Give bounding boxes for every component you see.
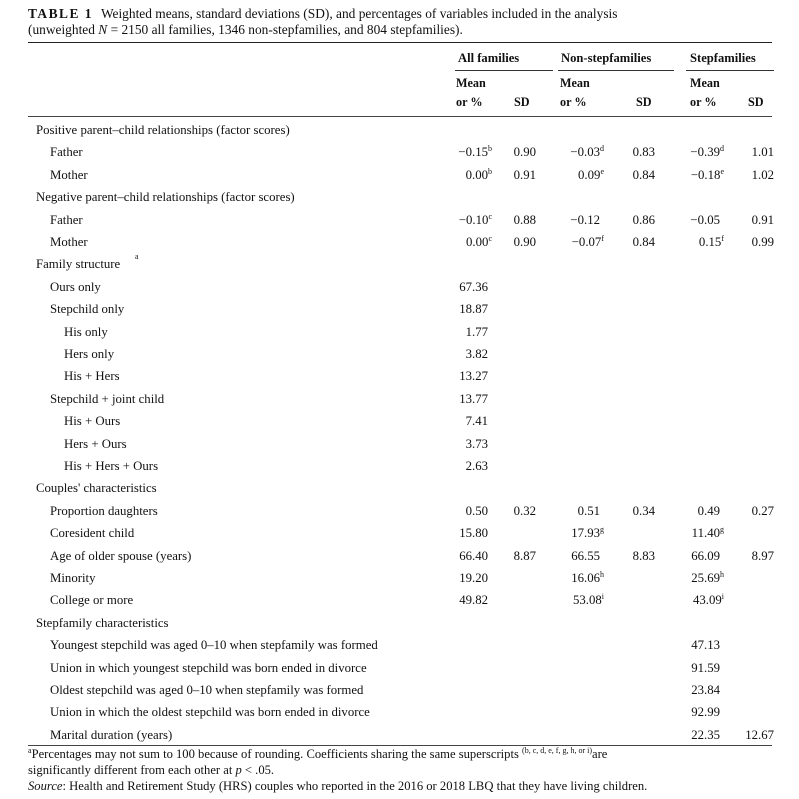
table-row: [0, 389, 799, 411]
cell-value: 11.40: [691, 526, 720, 541]
cell-value: 0.91: [751, 212, 774, 227]
row-label: Father: [50, 145, 83, 160]
cell-value: 1.01: [751, 145, 774, 160]
cell-step-sd: [745, 728, 778, 743]
caption-line-2b: = 2150 all families, 1346 non-stepfamilies, and 804 stepfamilies).: [107, 22, 463, 37]
col-header-mean-text: Mean: [560, 76, 590, 90]
cell-value: 8.83: [632, 548, 655, 563]
cell-superscript: e: [600, 166, 604, 176]
cell-nonstep-sd: [633, 549, 659, 564]
cell-value: 1.77: [465, 324, 488, 339]
cell-value: 22.35: [691, 727, 720, 742]
table-row: [0, 702, 799, 724]
cell-nonstep-sd: [633, 145, 659, 160]
cell-value: 0.99: [751, 235, 774, 249]
col-header-sd-all: SD: [514, 95, 530, 109]
cell-value: 0.90: [513, 145, 536, 160]
col-header-mean-non-step: [560, 74, 590, 112]
row-label: Union in which youngest stepchild was born ended in divorce: [50, 660, 367, 675]
cell-value: 0.49: [697, 503, 720, 518]
cell-step-mean: [690, 213, 724, 228]
col-header-sd-step: SD: [748, 95, 764, 109]
cell-all-mean: [466, 347, 492, 362]
cell-nonstep-sd: [633, 235, 659, 250]
table-row: [0, 366, 799, 388]
col-header-or-pct-text: or %: [690, 95, 717, 109]
cell-value: 0.00: [465, 167, 488, 182]
cell-value: 91.59: [691, 660, 720, 675]
cell-step-sd: [752, 145, 778, 160]
cell-step-mean: [698, 504, 724, 519]
cell-all-mean: [459, 369, 492, 384]
cell-step-mean: [690, 145, 724, 160]
table-row: Family structure a: [36, 252, 139, 272]
note-superscript-list: (b, c, d, e, f, g, h, or i): [522, 746, 593, 755]
cell-value: 13.27: [459, 369, 488, 384]
cell-step-mean: [691, 661, 724, 676]
cell-value: 15.80: [459, 526, 488, 541]
caption-line-2a: (unweighted: [28, 22, 99, 37]
table-row: [0, 411, 799, 433]
cell-value: 0.84: [632, 167, 655, 182]
table-row: [0, 434, 799, 456]
cell-nonstep-mean: [571, 571, 604, 586]
cell-all-sd: [514, 235, 540, 250]
note-text-4: < .05.: [241, 763, 275, 777]
cell-nonstep-mean: [570, 145, 604, 160]
row-label: Oldest stepchild was aged 0–10 when stepfamily was formed: [50, 683, 364, 697]
row-label: Stepfamily characteristics: [36, 615, 169, 630]
cell-value: −0.12: [570, 212, 600, 227]
col-header-mean-step: [690, 74, 720, 112]
cell-nonstep-mean: [571, 549, 604, 564]
cell-all-sd: [514, 213, 540, 228]
table-row: [0, 210, 799, 232]
cell-superscript: b: [488, 166, 492, 176]
cell-value: 1.02: [751, 167, 774, 182]
cell-superscript: b: [488, 144, 492, 154]
cell-value: 2.63: [465, 459, 488, 473]
cell-all-mean: [459, 302, 492, 317]
table-row: [0, 478, 799, 500]
caption-n-symbol: N: [98, 22, 108, 37]
col-header-mean-text: Mean: [690, 76, 720, 90]
cell-value: 16.06: [571, 571, 600, 585]
note-text-2: are: [592, 747, 608, 761]
cell-nonstep-mean: [571, 526, 604, 541]
table-top-rule: [28, 42, 772, 43]
row-label: Age of older spouse (years): [50, 548, 192, 563]
cell-value: −0.39: [690, 145, 720, 160]
cell-value: 43.09: [692, 593, 722, 608]
table-row: [0, 725, 799, 747]
cell-all-mean: [459, 526, 492, 541]
cell-all-mean: [466, 235, 492, 250]
cell-step-mean: [691, 549, 724, 564]
cell-all-mean: [459, 549, 492, 564]
cell-all-mean: [466, 414, 492, 429]
header-bottom-rule: [28, 116, 772, 117]
cell-value: 67.36: [459, 279, 488, 294]
cell-value: −0.05: [690, 212, 720, 227]
cell-superscript: h: [600, 570, 604, 579]
caption-line-1: Weighted means, standard deviations (SD), and percentages of variables included in the analysis: [100, 6, 618, 21]
table-row: [0, 299, 799, 321]
cell-value: 47.13: [691, 638, 720, 653]
note-percentages: [28, 746, 788, 778]
col-header-sd-non-step: SD: [636, 95, 652, 109]
cell-value: 0.84: [632, 235, 655, 249]
cell-value: 13.77: [459, 391, 488, 406]
group-rule-non-stepfamilies: [558, 70, 674, 71]
row-label: Stepchild + joint child: [50, 391, 165, 406]
row-label: His only: [64, 324, 108, 339]
row-label: Positive parent–child relationships (factor scores): [36, 123, 290, 137]
row-label: Negative parent–child relationships (factor scores): [36, 190, 295, 205]
row-label: Stepchild only: [50, 302, 125, 317]
cell-value: 23.84: [691, 683, 720, 697]
table-row: [0, 456, 799, 478]
cell-nonstep-mean: [570, 213, 604, 228]
cell-value: 66.40: [459, 548, 488, 563]
cell-value: 0.90: [513, 235, 536, 249]
cell-step-mean: [691, 638, 724, 653]
col-header-or-pct-text: or %: [456, 95, 483, 109]
cell-all-mean: [466, 504, 492, 519]
row-label: Mother: [50, 235, 88, 249]
cell-superscript: d: [720, 144, 724, 154]
cell-value: 7.41: [465, 414, 488, 429]
note-text-1: Percentages may not sum to 100 because of rounding. Coefficients sharing the same superscripts: [31, 747, 523, 761]
source-label: Source: [28, 779, 63, 793]
cell-all-sd: [514, 168, 540, 183]
table-row: [0, 142, 799, 164]
note-text-3: significantly different from each other at: [28, 763, 236, 777]
table-row: [0, 680, 799, 702]
cell-superscript: d: [600, 144, 604, 154]
cell-step-mean: [691, 728, 724, 743]
col-header-mean-all: [456, 74, 486, 112]
note-marker: a: [28, 746, 32, 755]
cell-value: 0.50: [465, 503, 488, 518]
table-row: [0, 120, 799, 142]
cell-value: 8.87: [513, 548, 536, 563]
cell-value: 66.09: [691, 548, 720, 563]
cell-value: 19.20: [459, 571, 488, 585]
cell-step-sd: [752, 168, 778, 183]
source-text: : Health and Retirement Study (HRS) couples who reported in the 2016 or 2018 LBQ that they have living children.: [62, 779, 648, 793]
cell-superscript: e: [720, 166, 724, 176]
col-header-or-pct-text: or %: [560, 95, 587, 109]
group-rule-stepfamilies: [686, 70, 774, 71]
row-label: Minority: [50, 571, 96, 585]
row-label: Ours only: [50, 279, 101, 294]
cell-step-sd: [752, 235, 778, 250]
cell-superscript: g: [720, 525, 724, 535]
row-label: Hers only: [64, 347, 115, 361]
row-label: His + Ours: [64, 414, 121, 429]
col-header-mean-text: Mean: [456, 76, 486, 90]
cell-value: 25.69: [691, 571, 720, 585]
row-label: Mother: [50, 167, 88, 182]
cell-value: 0.86: [632, 212, 655, 227]
row-label: Couples' characteristics: [36, 481, 157, 496]
cell-step-sd: [752, 213, 778, 228]
cell-step-mean: [691, 168, 724, 183]
cell-value: 0.27: [751, 503, 774, 518]
cell-value: 0.15: [698, 235, 722, 249]
row-label: College or more: [50, 593, 134, 608]
cell-value: 0.91: [513, 167, 536, 182]
table-row: [0, 635, 799, 657]
cell-step-mean: [692, 526, 724, 541]
row-label: Proportion daughters: [50, 503, 158, 518]
cell-value: 0.34: [632, 503, 655, 518]
table-row: [0, 546, 799, 568]
cell-step-mean: [691, 705, 724, 720]
row-label: Father: [50, 212, 83, 227]
cell-value: −0.15: [458, 145, 488, 160]
group-header-stepfamilies: Stepfamilies: [690, 51, 756, 65]
table-row: [0, 568, 799, 590]
note-source: [28, 778, 788, 794]
cell-value: 0.83: [632, 145, 655, 160]
cell-value: 3.73: [465, 436, 488, 451]
cell-value: 3.82: [465, 347, 488, 361]
note-p-symbol: p: [235, 763, 242, 777]
row-label: Family structure: [36, 257, 121, 272]
cell-value: 0.51: [577, 503, 600, 518]
cell-nonstep-mean: [578, 504, 604, 519]
table-row: [0, 322, 799, 344]
cell-nonstep-mean: [573, 593, 604, 608]
table-row: [0, 590, 799, 612]
table-notes: [28, 746, 788, 794]
cell-nonstep-sd: [633, 168, 659, 183]
cell-all-mean: [459, 280, 492, 295]
cell-nonstep-mean: [578, 168, 604, 183]
table-row: [0, 344, 799, 366]
cell-step-mean: [691, 683, 724, 698]
cell-superscript: c: [488, 234, 492, 243]
cell-value: 66.55: [571, 548, 600, 563]
cell-value: 53.08: [572, 593, 602, 608]
row-label: Youngest stepchild was aged 0–10 when stepfamily was formed: [50, 638, 378, 653]
table-row: [0, 187, 799, 209]
cell-value: 8.97: [751, 548, 774, 563]
cell-value: −0.10: [458, 212, 489, 227]
cell-all-sd: [514, 549, 540, 564]
cell-step-sd: [752, 504, 778, 519]
table-label: TABLE 1: [28, 6, 93, 21]
cell-value: −0.18: [690, 167, 721, 182]
cell-nonstep-sd: [633, 213, 659, 228]
cell-all-mean: [466, 168, 492, 183]
cell-value: 49.82: [459, 593, 488, 608]
table-row: [0, 277, 799, 299]
table-row: [0, 613, 799, 635]
table-row: [0, 523, 799, 545]
row-label: Union in which the oldest stepchild was born ended in divorce: [50, 705, 370, 720]
table-row: [0, 658, 799, 680]
group-rule-all-families: [455, 70, 553, 71]
cell-value: 18.87: [459, 302, 488, 317]
group-header-non-stepfamilies: Non-stepfamilies: [561, 51, 652, 65]
cell-step-mean: [693, 593, 724, 608]
cell-all-sd: [514, 504, 540, 519]
cell-superscript: i: [721, 592, 724, 602]
cell-superscript: f: [721, 234, 724, 243]
row-label: Coresident child: [50, 526, 135, 541]
cell-value: 0.09: [578, 167, 601, 182]
cell-step-mean: [691, 571, 724, 586]
cell-value: 17.93: [571, 526, 600, 541]
table-row: [0, 232, 799, 254]
cell-nonstep-sd: [633, 504, 659, 519]
row-label: Hers + Ours: [64, 436, 127, 451]
cell-superscript: f: [601, 234, 604, 243]
cell-value: 92.99: [691, 705, 720, 720]
row-label: Marital duration (years): [50, 727, 173, 742]
cell-value: −0.03: [570, 145, 600, 160]
cell-superscript: g: [600, 525, 604, 535]
cell-nonstep-mean: [572, 235, 604, 250]
cell-all-mean: [466, 325, 492, 340]
cell-all-sd: [514, 145, 540, 160]
row-label: His + Hers: [64, 369, 120, 384]
group-header-all-families: All families: [458, 51, 520, 65]
cell-all-mean: [466, 437, 492, 452]
cell-all-mean: [459, 571, 492, 586]
cell-step-mean: [699, 235, 724, 250]
cell-step-sd: [752, 549, 778, 564]
cell-all-mean: [459, 213, 492, 228]
cell-value: 0.88: [513, 212, 536, 227]
table-row: [0, 165, 799, 187]
cell-superscript: c: [488, 211, 492, 221]
table-row: [0, 501, 799, 523]
cell-all-mean: [459, 392, 492, 407]
cell-value: −0.07: [571, 235, 602, 249]
cell-superscript: i: [601, 592, 604, 602]
cell-all-mean: [458, 145, 492, 160]
row-label: His + Hers + Ours: [64, 459, 159, 473]
cell-superscript: h: [720, 570, 724, 579]
table-caption: [28, 6, 768, 38]
cell-value: 0.32: [513, 503, 536, 518]
cell-value: 12.67: [745, 727, 774, 742]
cell-all-mean: [459, 593, 492, 608]
cell-all-mean: [466, 459, 492, 474]
cell-value: 0.00: [466, 235, 489, 249]
